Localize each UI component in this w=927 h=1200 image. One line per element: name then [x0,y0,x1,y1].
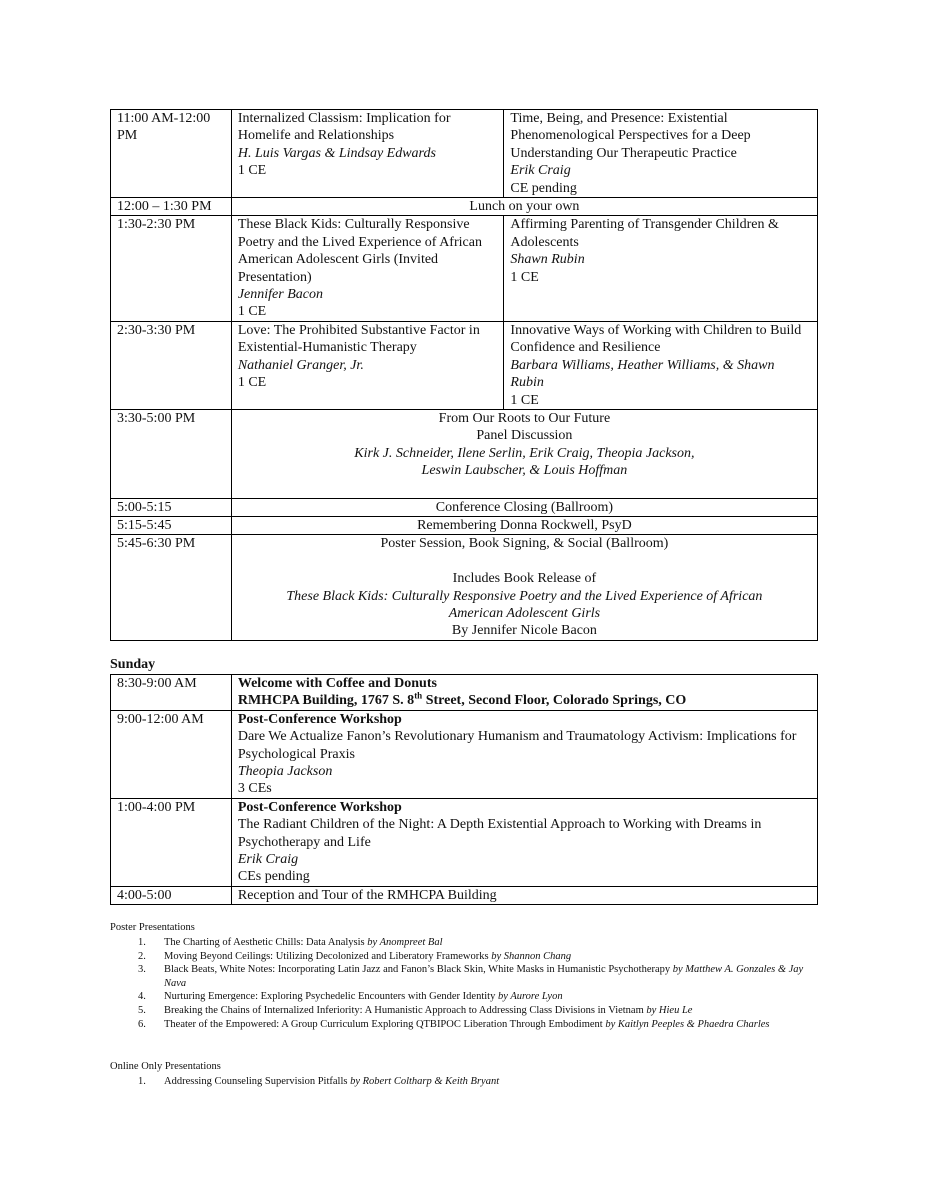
online-list [110,1075,810,1089]
panel-subtitle: Panel Discussion [476,428,573,444]
time-cell: 1:00-4:00 PM [111,798,232,886]
list-item: 3. Black Beats, White Notes: Incorporating Latin Jazz and Fanon’s Black Skin, White Masks in Humanistic Psychotherapy by Matthew A. Gonzales & Jay Nava [138,964,804,989]
session-ce: CEs pending [237,869,310,885]
sunday-schedule-table [110,674,818,905]
full-width-cell: Conference Closing (Ballroom) [231,498,817,516]
session-title: Time, Being, and Presence: Existential Phenomenological Perspectives for a Deep Understanding Our Therapeutic Practice [510,111,751,161]
session-ce: 1 CE [510,269,539,285]
session-title: Love: The Prohibited Substantive Factor in Existential-Humanistic Therapy [237,322,480,356]
session-cell [231,110,504,198]
table-row [111,798,818,886]
session-presenter: Jennifer Bacon [237,287,323,303]
sunday-heading: Sunday [110,657,156,672]
session-ce: 1 CE [237,304,267,320]
table-row [111,535,818,640]
session-presenter: Nathaniel Granger, Jr. [237,357,364,373]
table-row [111,675,818,711]
session-presenter: Theopia Jackson [237,764,333,780]
time-cell: 12:00 – 1:30 PM [111,198,232,216]
time-cell: 5:00-5:15 [111,498,232,516]
session-title: Innovative Ways of Working with Children to Build Confidence and Resilience [510,322,802,356]
full-width-cell: Remembering Donna Rockwell, PsyD [231,516,817,534]
table-row [111,516,818,534]
list-item: 5. Breaking the Chains of Internalized Inferiority: A Humanistic Approach to Addressing Class Divisions in Vietnam by Hieu Le [138,1004,693,1016]
table-row [111,216,818,321]
session-title: Welcome with Coffee and Donuts [237,676,437,691]
social-cell [231,535,817,640]
saturday-schedule-table [110,109,818,641]
session-title: Dare We Actualize Fanon’s Revolutionary Humanism and Traumatology Activism: Implications for Psychological Praxis [237,729,797,762]
session-presenter: Erik Craig [237,852,299,868]
session-presenter: Erik Craig [510,163,571,179]
list-item: 4. Nurturing Emergence: Exploring Psychedelic Encounters with Gender Identity by Aurore Lyon [138,991,563,1003]
time-cell: 5:15-5:45 [111,516,232,534]
table-row [111,198,818,216]
table-row [111,498,818,516]
session-presenter: Shawn Rubin [510,252,585,268]
panel-presenters: Kirk J. Schneider, Ilene Serlin, Erik Craig, Theopia Jackson, [354,445,695,461]
panel-cell [231,409,817,498]
book-release-label: Includes Book Release of [452,571,597,587]
session-title: Affirming Parenting of Transgender Children & Adolescents [510,217,779,250]
session-cell: Reception and Tour of the RMHCPA Building [231,886,817,904]
time-cell: 5:45-6:30 PM [111,535,232,640]
book-title: These Black Kids: Culturally Responsive Poetry and the Lived Experience of African [286,588,763,604]
table-row [111,710,818,798]
session-ce: 3 CEs [237,781,272,797]
table-row [111,321,818,409]
session-ce: 1 CE [237,375,267,391]
book-author: By Jennifer Nicole Bacon [451,623,597,639]
session-title: These Black Kids: Culturally Responsive Poetry and the Lived Experience of African American Adolescent Girls (Invited Presentation) [237,217,482,285]
list-item: 1. Addressing Counseling Supervision Pitfalls by Robert Coltharp & Keith Bryant [138,1076,500,1087]
session-cell [504,321,818,409]
session-title: The Radiant Children of the Night: A Depth Existential Approach to Working with Dreams in Psychotherapy and Life [237,817,762,850]
list-item: 1. The Charting of Aesthetic Chills: Data Analysis by Anompreet Bal [138,937,443,948]
table-row [111,110,818,198]
list-item: 2. Moving Beyond Ceilings: Utilizing Decolonized and Liberatory Frameworks by Shannon Chang [138,950,572,962]
session-cell [231,216,504,321]
social-title: Poster Session, Book Signing, & Social (Ballroom) [380,536,669,552]
book-title: American Adolescent Girls [448,605,601,621]
time-cell: 3:30-5:00 PM [111,409,232,498]
session-title: Internalized Classism: Implication for Homelife and Relationships [237,111,451,144]
session-cell [231,798,817,886]
time-cell: 8:30-9:00 AM [111,675,232,711]
session-cell [504,110,818,198]
full-width-cell: Lunch on your own [231,198,817,216]
session-presenter: Barbara Williams, Heather Williams, & Shawn Rubin [510,357,775,391]
poster-heading: Poster Presentations [110,922,195,933]
session-ce: CE pending [510,180,577,196]
time-cell: 11:00 AM-12:00 PM [111,110,232,198]
time-cell: 4:00-5:00 [111,886,232,904]
session-cell [504,216,818,321]
table-row [111,886,818,904]
poster-list [110,936,810,1031]
list-item: 6. Theater of the Empowered: A Group Curriculum Exploring QTBIPOC Liberation Through Embodiment by Kaitlyn Peeples & Phaedra Charles [138,1018,770,1030]
time-cell: 9:00-12:00 AM [111,710,232,798]
session-label: Post-Conference Workshop [237,799,402,815]
session-presenter: H. Luis Vargas & Lindsay Edwards [237,145,436,161]
time-cell: 1:30-2:30 PM [111,216,232,321]
table-row [111,409,818,498]
session-cell [231,321,504,409]
time-cell: 2:30-3:30 PM [111,321,232,409]
session-label: Post-Conference Workshop [237,711,402,727]
session-cell [231,675,817,711]
session-cell [231,710,817,798]
session-location: RMHCPA Building, 1767 S. 8th Street, Second Floor, Colorado Springs, CO [237,690,687,709]
panel-presenters: Leswin Laubscher, & Louis Hoffman [421,463,628,479]
session-ce: 1 CE [510,392,539,408]
session-ce: 1 CE [237,163,267,179]
online-heading: Online Only Presentations [110,1061,221,1072]
panel-title: From Our Roots to Our Future [438,410,611,426]
